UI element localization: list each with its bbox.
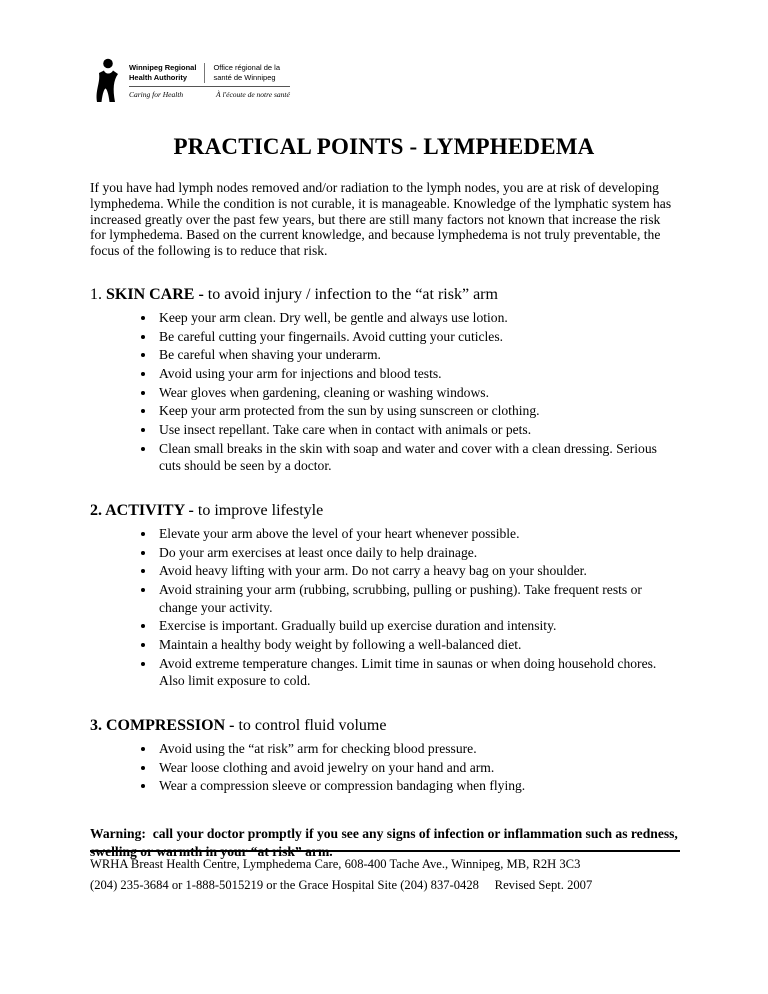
wrha-person-icon <box>90 58 120 102</box>
section-descriptor: to avoid injury / infection to the “at risk” arm <box>207 285 498 303</box>
bullet-item: • Avoid using the “at risk” arm for checking blood pressure. <box>156 740 678 758</box>
section-number: 3. <box>90 716 106 734</box>
section-number: 2. <box>90 501 106 519</box>
footer-phone-line: (204) 235-3684 or 1-888-5015219 or the Grace Hospital Site (204) 837-0428 Revised Sept. 2007 <box>90 878 593 892</box>
section-name: COMPRESSION - <box>106 716 239 734</box>
wrha-org-fr <box>204 63 280 83</box>
section-descriptor: to control fluid volume <box>238 716 387 734</box>
bullet-item: • Wear loose clothing and avoid jewelry on your hand and arm. <box>156 759 678 777</box>
section-name: SKIN CARE - <box>106 285 208 303</box>
intro-paragraph: If you have had lymph nodes removed and/or radiation to the lymph nodes, you are at risk of developing lymphedema. While the condition is not curable, it is manageable. Knowledge of the lymphatic system has increased greatly over the past few years, but there are still many factors not known that increase the risk for lymphedema. Based on the current knowledge, and because lymphedema is not truly preventable, the focus of the following is to reduce that risk. <box>90 180 672 259</box>
section-compression <box>90 717 678 795</box>
bullet-item: • Be careful cutting your fingernails. Avoid cutting your cuticles. <box>156 328 678 346</box>
bullet-item: • Avoid heavy lifting with your arm. Do not carry a heavy bag on your shoulder. <box>156 562 678 580</box>
org-en-line2: Health Authority <box>129 72 188 82</box>
org-fr-line1: Office régional de la <box>213 63 281 72</box>
section-number: 1. <box>90 285 106 303</box>
section-skin-care-heading <box>90 286 678 304</box>
skin-care-bullet-list <box>90 309 678 475</box>
document-footer <box>90 850 680 894</box>
bullet-item: • Do your arm exercises at least once daily to help drainage. <box>156 544 678 562</box>
bullet-item: • Wear gloves when gardening, cleaning or washing windows. <box>156 384 678 402</box>
bullet-item: • Wear a compression sleeve or compression bandaging when flying. <box>156 777 678 795</box>
bullet-item: • Keep your arm protected from the sun by using sunscreen or clothing. <box>156 402 678 420</box>
org-en-line1: Winnipeg Regional <box>129 63 197 72</box>
bullet-item: • Avoid extreme temperature changes. Limit time in saunas or when doing household chores. Also limit exposure to cold. <box>156 655 678 690</box>
page-title: PRACTICAL POINTS - LYMPHEDEMA <box>173 134 595 159</box>
bullet-item: • Maintain a healthy body weight by following a well-balanced diet. <box>156 636 678 654</box>
bullet-item: • Clean small breaks in the skin with soap and water and cover with a clean dressing. Serious cuts should be seen by a doctor. <box>156 440 678 475</box>
org-fr-line2: santé de Winnipeg <box>213 72 276 82</box>
footer-address-line: WRHA Breast Health Centre, Lymphedema Care, 608-400 Tache Ave., Winnipeg, MB, R2H 3C3 <box>90 857 581 871</box>
bullet-item: • Keep your arm clean. Dry well, be gentle and always use lotion. <box>156 309 678 327</box>
wrha-taglines <box>129 90 290 100</box>
activity-bullet-list <box>90 525 678 690</box>
bullet-item: • Use insect repellant. Take care when in contact with animals or pets. <box>156 421 678 439</box>
footer-divider <box>90 850 680 852</box>
section-compression-heading <box>90 717 678 735</box>
section-skin-care <box>90 286 678 475</box>
section-activity <box>90 502 678 690</box>
wrha-org-names <box>129 63 290 87</box>
bullet-item: • Exercise is important. Gradually build up exercise duration and intensity. <box>156 617 678 635</box>
bullet-item: • Avoid straining your arm (rubbing, scrubbing, pulling or pushing). Take frequent rests or change your activity. <box>156 581 678 616</box>
bullet-item: • Elevate your arm above the level of your heart whenever possible. <box>156 525 678 543</box>
section-activity-heading <box>90 502 678 520</box>
tagline-en: Caring for Health <box>129 89 184 99</box>
bullet-item: • Avoid using your arm for injections and blood tests. <box>156 365 678 383</box>
compression-bullet-list <box>90 740 678 795</box>
wrha-logo <box>90 58 678 102</box>
wrha-logo-text <box>129 58 290 99</box>
section-name: ACTIVITY - <box>105 501 198 519</box>
section-descriptor: to improve lifestyle <box>197 501 324 519</box>
wrha-org-en <box>129 63 196 83</box>
warning-paragraph: Warning: call your doctor promptly if you see any signs of infection or inflammation such as redness, swelling or warmth in your “at risk” arm. <box>90 825 678 860</box>
bullet-item: • Be careful when shaving your underarm. <box>156 346 678 364</box>
tagline-fr: À l'écoute de notre santé <box>216 89 290 99</box>
